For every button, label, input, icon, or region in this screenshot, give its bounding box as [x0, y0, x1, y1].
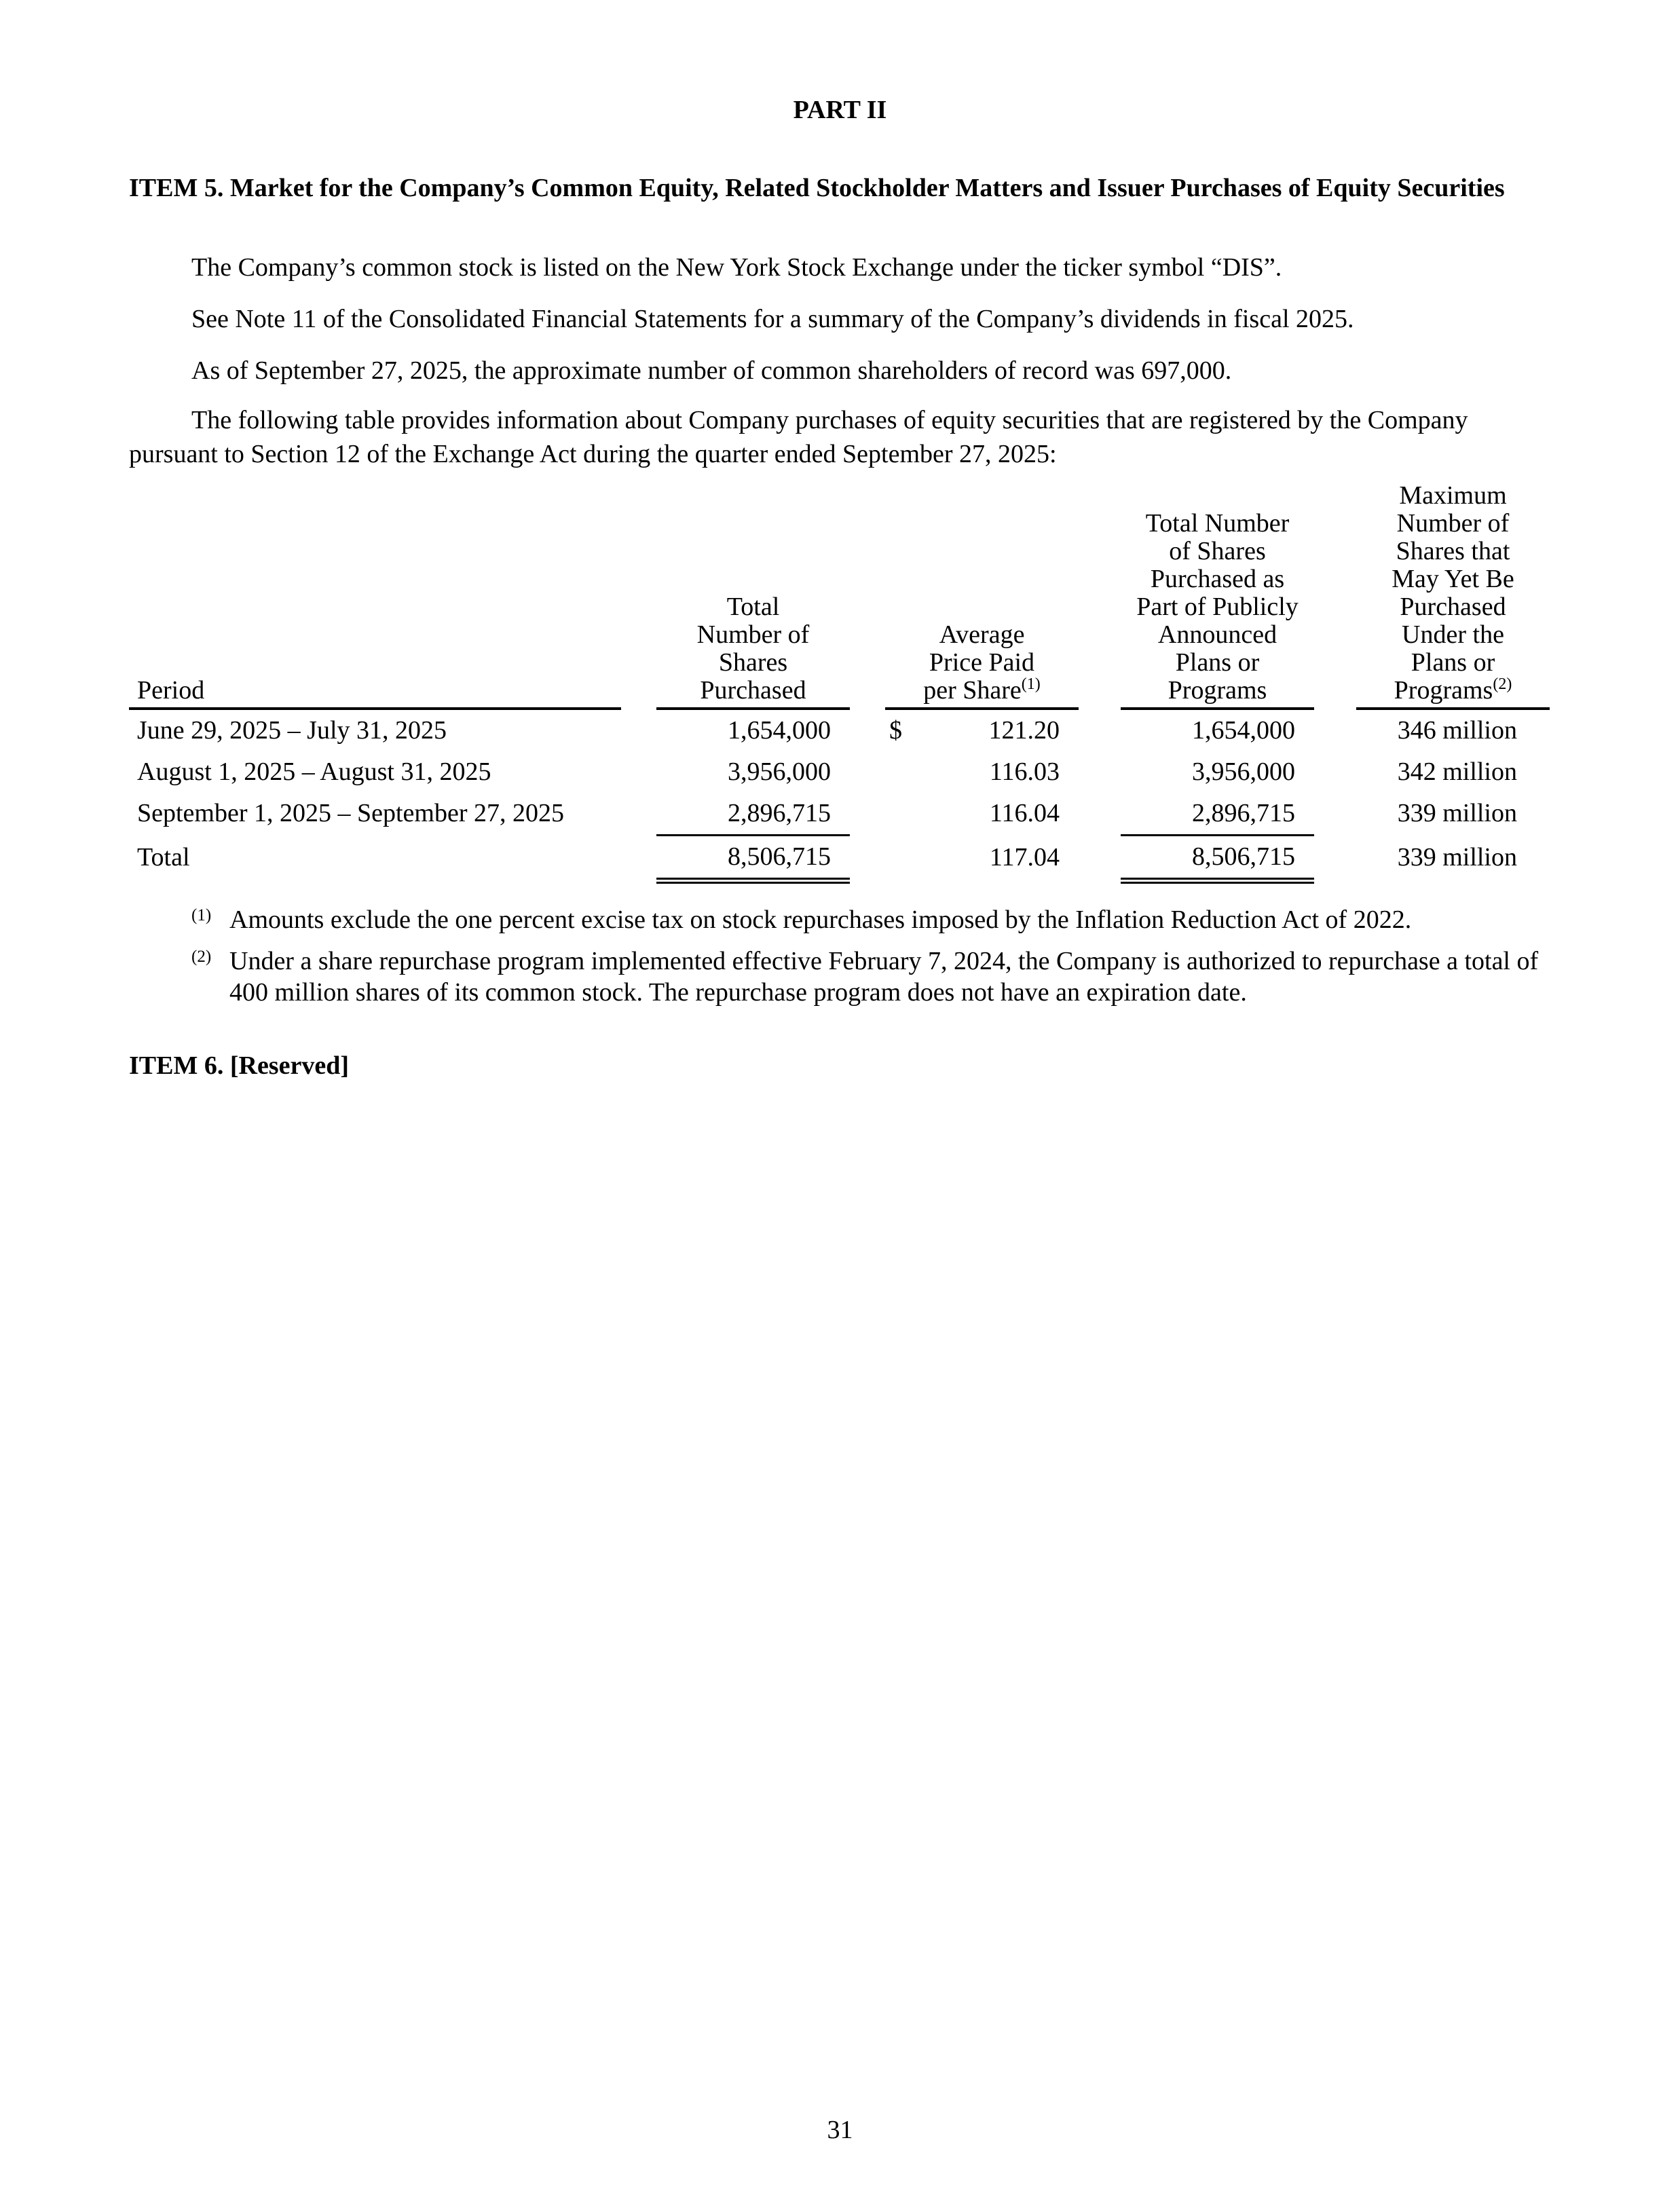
part-heading: PART II — [793, 96, 887, 124]
header-average-price: Average Price Paid per Share$^{(1)}$ — [885, 482, 1079, 709]
paragraph-shareholders: As of September 27, 2025, the approximate number of common shareholders of record was 697,000. — [191, 356, 1232, 385]
header-period: Period — [129, 482, 621, 709]
table-row: September 1, 2025 – September 27, 2025 2,896,715 116.04 2,896,715 339 million — [129, 793, 1550, 836]
header-plan-shares: Total Number of Shares Purchased as Part of Publicly Announced Plans or Programs — [1121, 482, 1314, 709]
paragraph-table-intro: The following table provides information about Company purchases of equity securities that are registered by the Company pursuant to Section 12 of the Exchange Act during the quarter ended September 27, 2025: — [129, 406, 1468, 468]
table-row: August 1, 2025 – August 31, 2025 3,956,000 116.03 3,956,000 342 million — [137, 757, 1517, 786]
footnote-ref-2: (2) — [1493, 675, 1512, 693]
currency-symbol: $ — [889, 715, 902, 745]
footnote-2: (2) Under a share repurchase program implemented effective February 7, 2024, the Company is authorized to repurchase a total of 400 million shares of its common stock. The repurchase program does not have an expiration date. — [191, 947, 1539, 1007]
item6-heading: ITEM 6. [Reserved] — [129, 1051, 349, 1080]
table-header-row — [129, 482, 1550, 709]
header-max-shares: Maximum Number of Shares that May Yet Be Purchased Under the Plans or Programs$^{(2)}$ — [1356, 482, 1550, 709]
repurchase-table — [129, 482, 1550, 884]
page-number: 31 — [827, 2116, 853, 2144]
footnote-ref-1: (1) — [1021, 675, 1041, 693]
table-row: June 29, 2025 – July 31, 2025 1,654,000 $ 121.20 1,654,000 346 million — [137, 715, 1517, 745]
footnote-1: (1) Amounts exclude the one percent excise tax on stock repurchases imposed by the Inflation Reduction Act of 2022. — [191, 905, 1412, 934]
table-total-row: Total 8,506,715 117.04 8,506,715 339 million — [129, 836, 1550, 881]
paragraph-dividends: See Note 11 of the Consolidated Financial Statements for a summary of the Company’s dividends in fiscal 2025. — [191, 305, 1354, 333]
header-total-shares: Total Number of Shares Purchased — [656, 482, 850, 709]
paragraph-ticker: The Company’s common stock is listed on the New York Stock Exchange under the ticker symbol “DIS”. — [191, 253, 1282, 282]
item5-heading: ITEM 5. Market for the Company’s Common Equity, Related Stockholder Matters and Issuer Purchases of Equity Securities — [129, 174, 1505, 202]
